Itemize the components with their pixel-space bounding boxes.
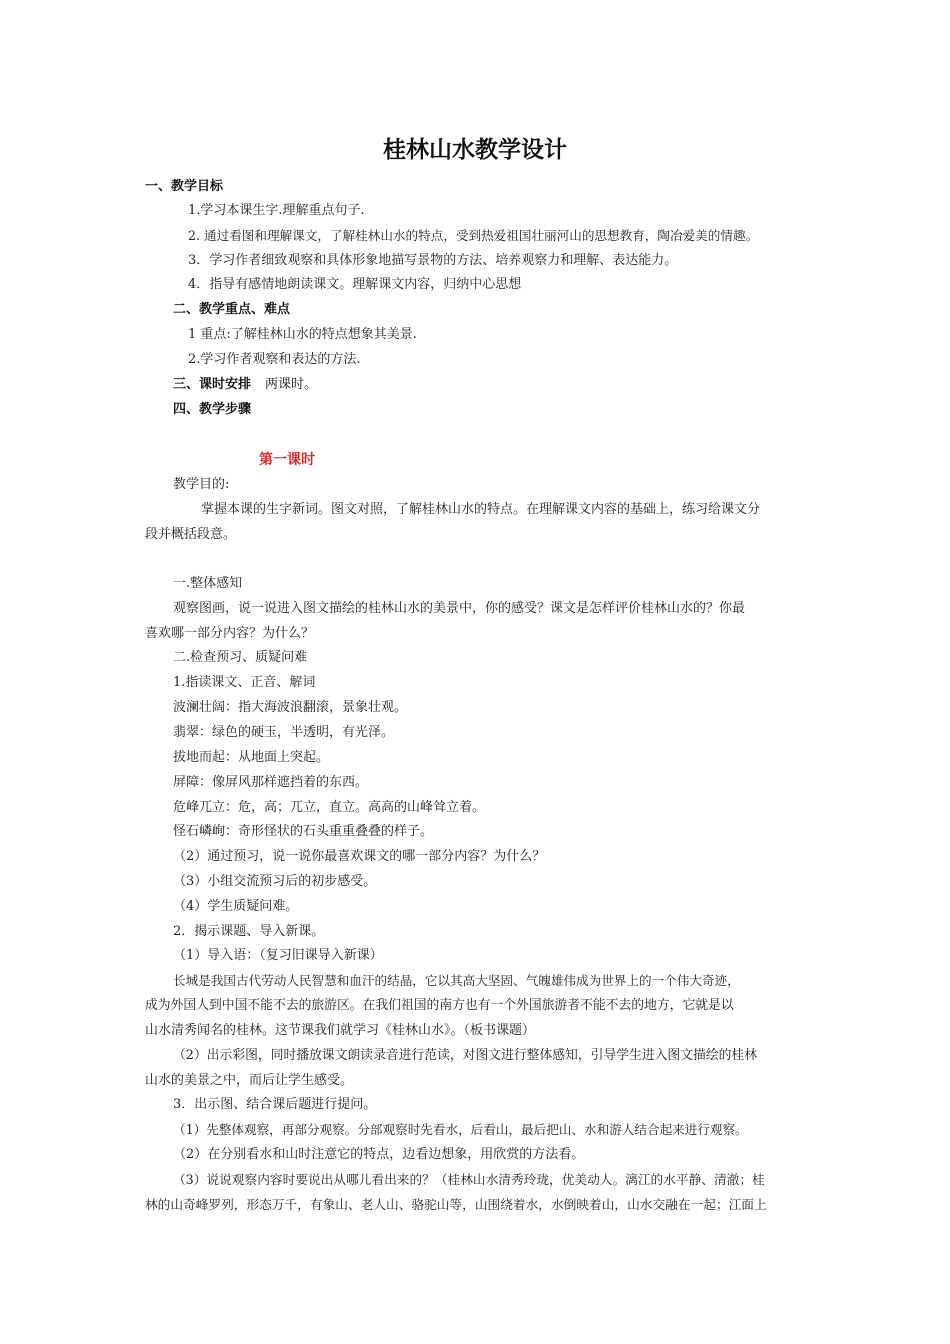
goal-item: 4．指导有感情地朗读课文。理解课文内容，归纳中心思想	[188, 277, 522, 292]
goal-item: 3．学习作者细致观察和具体形象地描写景物的方法、培养观察力和理解、表达能力。	[188, 253, 678, 268]
lesson1-line: 1.指读课文、正音、解词	[173, 675, 316, 690]
lesson1-line: （4）学生质疑问难。	[173, 899, 299, 914]
lesson1-line: 拔地而起：从地面上突起。	[173, 750, 330, 765]
lesson1-line: 成为外国人到中国不能不去的旅游区。在我们祖国的南方也有一个外国旅游者不能不去的地方，它就是以	[145, 998, 734, 1013]
lesson1-heading: 第一课时	[259, 452, 315, 468]
steps-heading: 四、教学步骤	[173, 402, 252, 417]
goal-item: 1.学习本课生字.理解重点句子.	[188, 203, 365, 218]
lesson1-line: 3．出示图、结合课后题进行提问。	[173, 1097, 377, 1112]
lesson1-line: （2）出示彩图，同时播放课文朗读录音进行范读，对图文进行整体感知，引导学生进入图文描绘的桂林	[173, 1048, 758, 1063]
lesson1-line: 危峰兀立：危，高；兀立，直立。高高的山峰耸立着。	[173, 800, 486, 815]
lesson1-line: （1）先整体观察，再部分观察。分部观察时先看水，后看山，最后把山、水和游人结合起来进行观察。	[173, 1122, 748, 1137]
lesson1-line: 教学目的:	[173, 477, 230, 492]
lesson1-line: 林的山奇峰罗列，形态万千，有象山、老人山、骆驼山等，山围绕着水，水倒映着山，山水交融在一起；江面上	[145, 1197, 767, 1212]
lesson1-line: 二.检查预习、质疑问难	[173, 650, 308, 665]
lesson1-line: 波澜壮阔：指大海波浪翻滚，景象壮观。	[173, 700, 408, 715]
lesson1-line: 怪石嶙峋：奇形怪状的石头重重叠叠的样子。	[173, 824, 434, 839]
lesson1-line: 屏障：像屏风那样遮挡着的东西。	[173, 775, 369, 790]
goal-item: 2. 通过看图和理解课文，了解桂林山水的特点，受到热爱祖国壮丽河山的思想教育，陶冶爱美的情趣。	[188, 228, 759, 243]
lesson1-line: 山水清秀闻名的桂林。这节课我们就学习《桂林山水》。（板书课题）	[145, 1023, 536, 1038]
lesson1-line: 长城是我国古代劳动人民智慧和血汗的结晶，它以其高大坚固、气魄雄伟成为世界上的一个伟大奇迹，	[173, 973, 740, 988]
lesson1-line: （2）通过预习，说一说你最喜欢课文的哪一部分内容？为什么？	[173, 849, 546, 864]
lesson1-line: 喜欢哪一部分内容？为什么？	[145, 626, 315, 641]
lesson1-line: 掌握本课的生字新词。图文对照，了解桂林山水的特点。在理解课文内容的基础上，练习给课文分	[201, 502, 761, 517]
lesson1-line: （2）在分别看水和山时注意它的特点，边看边想象，用欣赏的方法看。	[173, 1147, 585, 1162]
key-heading: 二、教学重点、难点	[173, 302, 291, 317]
schedule-line	[173, 375, 317, 395]
schedule-heading: 三、课时安排	[173, 377, 252, 392]
lesson1-line: （1）导入语：（复习旧课导入新课）	[173, 948, 383, 963]
key-item: 2.学习作者观察和表达的方法.	[188, 352, 361, 367]
lesson1-line: 观察图画，说一说进入图文描绘的桂林山水的美景中，你的感受？课文是怎样评价桂林山水的？你最	[173, 601, 746, 616]
lesson1-line: 2．揭示课题、导入新课。	[173, 924, 325, 939]
goals-heading: 一、教学目标	[145, 179, 224, 194]
document-title: 桂林山水教学设计	[383, 137, 567, 163]
lesson1-line: （3）说说观察内容时要说出从哪儿看出来的？（桂林山水清秀玲珑，优美动人。漓江的水平静、清澈；桂	[173, 1172, 765, 1187]
schedule-value: 两课时。	[265, 377, 318, 392]
lesson1-line: 山水的美景之中，而后让学生感受。	[145, 1073, 354, 1088]
lesson1-line: 一.整体感知	[173, 576, 243, 591]
key-item: 1 重点:了解桂林山水的特点想象其美景.	[188, 327, 417, 342]
lesson1-line: 段并概括段意。	[145, 527, 237, 542]
lesson1-line: （3）小组交流预习后的初步感受。	[173, 874, 377, 889]
lesson1-line: 翡翠：绿色的硬玉，半透明，有光泽。	[173, 725, 395, 740]
